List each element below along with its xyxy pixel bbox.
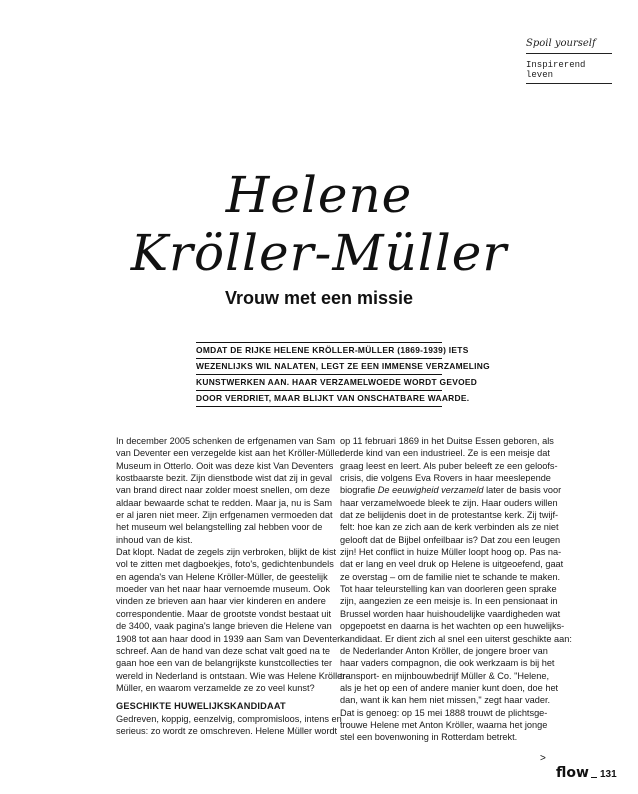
body-line: kandidaat. Er dient zich al snel een uiterst geschikte aan: xyxy=(340,633,572,644)
body-line: correspondentie. Maar de grootste vondst bestaat uit xyxy=(116,608,332,619)
article-subtitle: Vrouw met een missie xyxy=(224,288,414,308)
body-line: dat er lang en veel druk op Helene is uitgeoefend, gaat xyxy=(340,559,564,570)
body-line: op 11 februari 1869 in het Duitse Essen geboren, als xyxy=(340,436,554,446)
body-line: haar verzamelwoede bleek te zijn. Haar ouders willen xyxy=(340,497,558,508)
body-line: Gedreven, koppig, eenzelvig, compromisloos, intens en xyxy=(116,713,342,724)
body-line: de 3400, vaak pagina's lange brieven die Helene van xyxy=(116,621,332,632)
book-title: De eeuwigheid verzameld xyxy=(377,485,484,496)
intro-line: OMDAT DE RIJKE HELENE KRÖLLER-MÜLLER (1869-1939) IETS xyxy=(196,342,442,358)
body-line: de Nederlander Anton Kröller, de jongere broer van xyxy=(340,645,548,656)
body-line: van brand direct naar zolder moest snellen, om deze xyxy=(116,485,330,496)
intro-block xyxy=(196,342,490,407)
body-line: felt: hoe kan ze zich aan de kerk verbinden als ze niet xyxy=(340,522,559,533)
body-line: crisis, die volgens Eva Rovers in haar meeslepende xyxy=(340,473,551,484)
title-line-1: Helene xyxy=(225,166,413,224)
body-line: en agenda's van Helene Kröller-Müller, de geestelijk xyxy=(116,571,328,582)
body-line: Museum in Otterlo. Ooit was deze kist Van Deventers xyxy=(116,460,334,471)
body-line: Dat klopt. Nadat de zegels zijn verbroken, blijkt de kist xyxy=(116,547,337,558)
body-line: 1908 tot aan haar dood in 1939 aan Sam van Deventer xyxy=(116,633,341,644)
body-line: opgepoetst en daarna is het wachten op een huwelijks- xyxy=(340,621,565,632)
body-line: transport- en mijnbouwbedrijf Müller & Co. "Helene, xyxy=(340,670,550,681)
body-line: graag leest en leert. Als puber beleeft ze een geloofs- xyxy=(340,460,558,471)
body-line: schreef. Aan de hand van deze schat valt goed na te xyxy=(116,645,331,656)
column-left xyxy=(116,435,349,737)
body-line: zijn, aangezien ze een meisje is. In een pensionaat in xyxy=(340,596,558,607)
body-line: gelooft dat de Bijbel onfeilbaar is? Dat zou een leugen xyxy=(340,534,561,545)
magazine-logo: flow xyxy=(556,765,589,781)
body-line: stel een bovenwoning in Rotterdam betrekt. xyxy=(340,732,518,743)
body-line: ze overstag – om de familie niet te schande te maken. xyxy=(340,571,561,582)
article-title xyxy=(0,166,638,282)
column-right xyxy=(340,435,572,744)
page-number: 131 xyxy=(600,769,617,780)
body-text: later de basis voor xyxy=(483,485,562,496)
body-line-with-book-title xyxy=(340,484,562,496)
section-tag: Spoil yourself xyxy=(526,38,612,54)
body-line: gaan hoe een van de belangrijkste kunstcollecties ter xyxy=(116,658,333,669)
body-line: trouwe Helene met Anton Kröller, waarna het jonge xyxy=(340,719,548,730)
body-line: dan, want ik kan hem niet missen," zegt haar vader. xyxy=(340,695,551,706)
body-line: serieus: zo wordt ze omschreven. Helene Müller wordt xyxy=(116,725,338,736)
body-line: Tot haar teleurstelling kan van doorleren geen sprake xyxy=(340,584,557,595)
body-line: Müller, en waarom verzamelde ze zo veel kunst? xyxy=(116,682,315,693)
body-line: kostbaarste bezit. Zijn dienstbode wist dat zij in geval xyxy=(116,473,333,484)
body-line: derde kind van een industrieel. Ze is een meisje dat xyxy=(340,448,550,459)
body-line: Brussel worden haar huishoudelijke vaardigheden wat xyxy=(340,608,561,619)
body-line: vol te zitten met dagboekjes, foto's, gedichtenbundels xyxy=(116,559,334,570)
body-line: het museum wel belangstelling zal hebben voor de xyxy=(116,522,323,533)
body-line: Dat is genoeg: op 15 mei 1888 trouwt de plichtsge- xyxy=(340,707,548,718)
body-line: aldaar bewaarde schat te redden. Maar ja, nu is Sam xyxy=(116,497,333,508)
body-line: wereld in Nederland is ontstaan. Wie was Helene Kröller- xyxy=(116,670,349,681)
section-subhead: GESCHIKTE HUWELIJKSKANDIDAAT xyxy=(116,701,286,712)
body-line: dat ze belijdenis doet in de protestantse kerk. Zij twijf- xyxy=(340,510,559,521)
body-line: zijn! Het conflict in huize Müller loopt hoog op. Pas na- xyxy=(340,547,562,558)
body-line: vinden ze brieven aan haar vier kinderen en andere xyxy=(116,596,326,607)
body-line: inhoud van de kist. xyxy=(116,534,193,545)
body-line: er al jaren niet meer. Zijn erfgenamen vermoeden dat xyxy=(116,510,333,521)
continue-arrow-icon: > xyxy=(540,753,546,764)
title-line-2: Kröller-Müller xyxy=(130,224,508,282)
section-subtitle: Inspirerend leven xyxy=(526,60,612,84)
intro-line: DOOR VERDRIET, MAAR BLIJKT VAN ONSCHATBARE WAARDE. xyxy=(196,390,442,407)
body-line: haar vaders compagnon, die ook werkzaam is bij het xyxy=(340,658,555,669)
body-line: als je het op een of andere manier kunt doen, doe het xyxy=(340,682,559,693)
body-text: biografie xyxy=(340,485,378,496)
body-line: In december 2005 schenken de erfgenamen van Sam xyxy=(116,436,336,446)
footer-divider xyxy=(591,777,597,778)
intro-line: WEZENLIJKS WIL NALATEN, LEGT ZE EEN IMMENSE VERZAMELING xyxy=(196,358,442,374)
body-line: van Deventer een verzegelde kist aan het Kröller-Müller xyxy=(116,448,343,459)
intro-line: KUNSTWERKEN AAN. HAAR VERZAMELWOEDE WORDT GEVOED xyxy=(196,374,442,390)
body-line: moeder van het naar haar vernoemde museum. Ook xyxy=(116,584,330,595)
